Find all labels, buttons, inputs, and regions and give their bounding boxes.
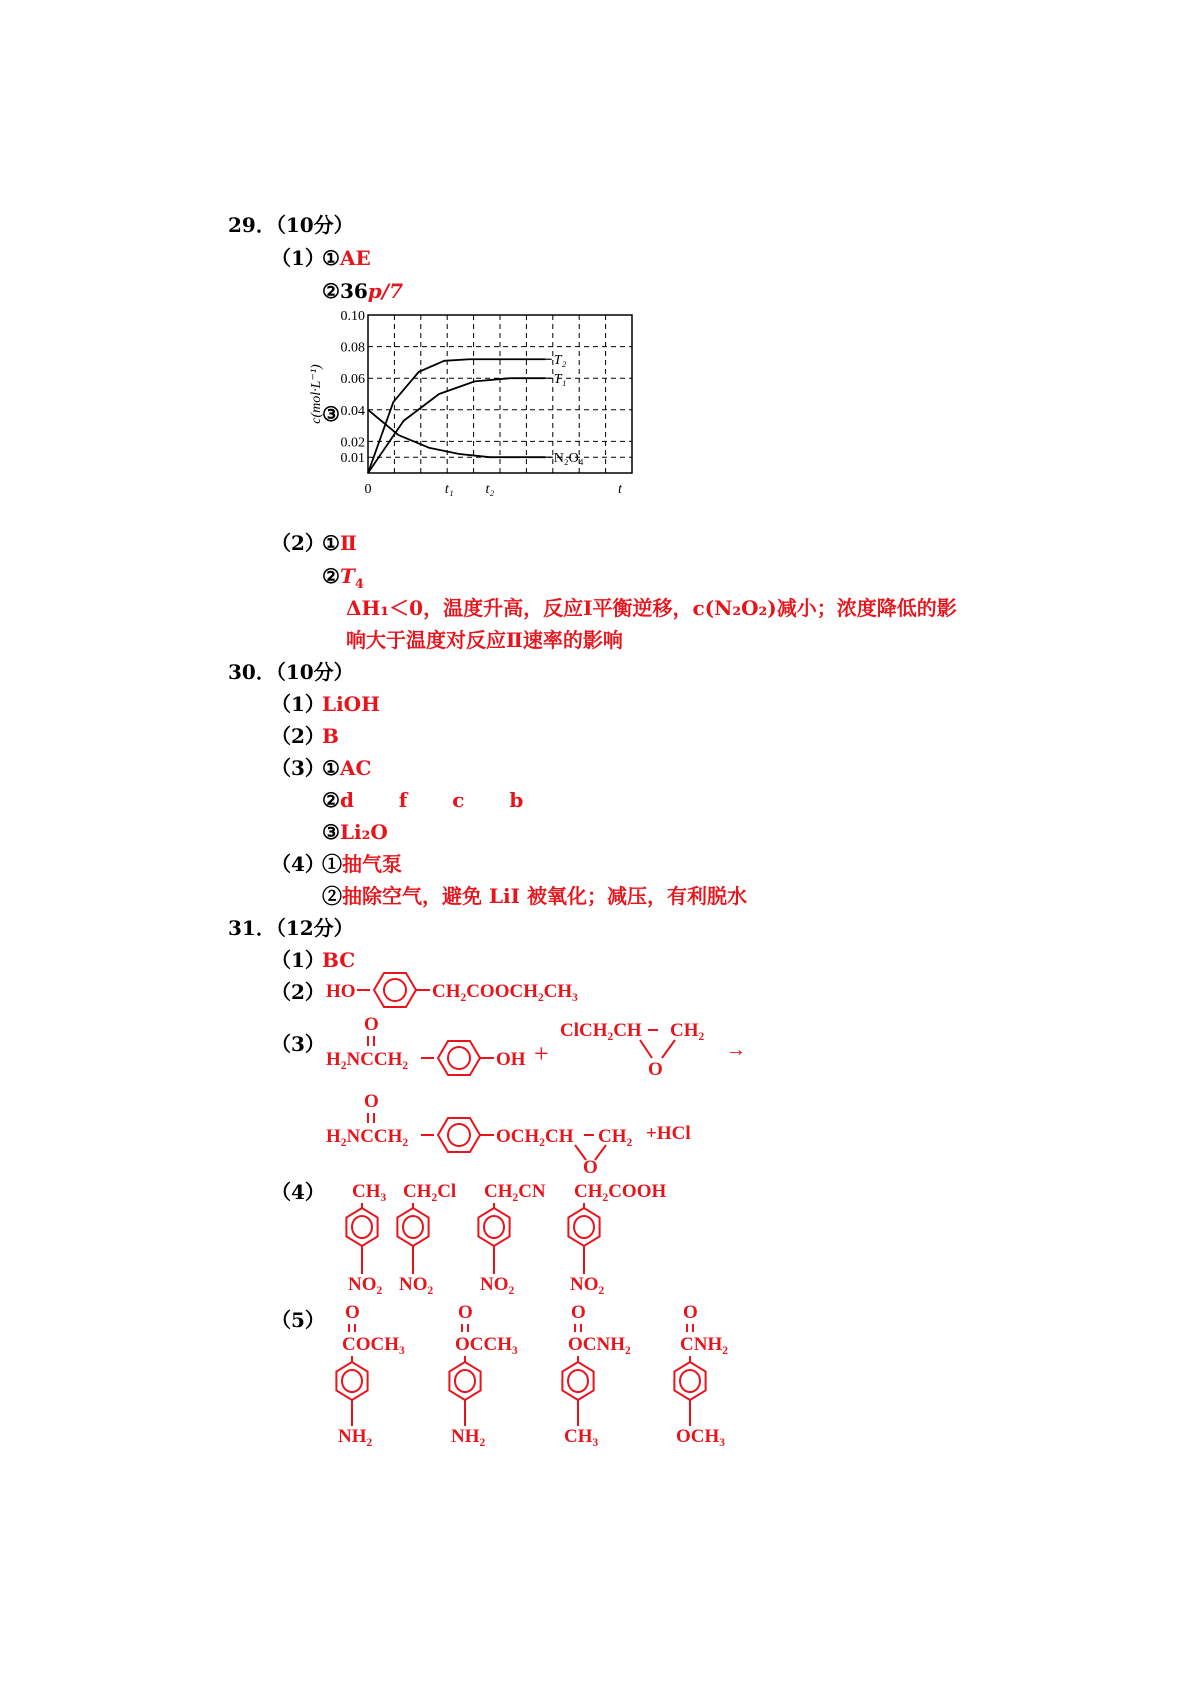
q29-part1-c-mark: ③: [322, 402, 340, 426]
top-substituent: COCH₃: [342, 1334, 405, 1355]
bottom-substituent: NO₂: [570, 1274, 605, 1295]
q29-part1-label: （1）: [271, 246, 325, 270]
q31-part5-structures: [336, 1302, 728, 1447]
q30-part3-a: ①AC: [322, 756, 372, 780]
carbonyl-o: O: [571, 1302, 586, 1323]
top-substituent: OCCH₃: [455, 1334, 518, 1355]
svg-text:O: O: [364, 1014, 379, 1035]
y-tick-label: 0.08: [340, 340, 365, 356]
q31-part3-product: [326, 1091, 691, 1178]
top-substituent: CNH₂: [680, 1334, 728, 1355]
x-tick-label: t: [618, 482, 622, 497]
y-tick-label: 0.10: [340, 309, 365, 324]
bottom-substituent: NO₂: [480, 1274, 515, 1295]
q29-part1-a: ①AE: [322, 246, 371, 270]
q29-header: 29．（10分）: [228, 213, 354, 237]
q30-header: 30．（10分）: [228, 660, 354, 684]
benzene-structure: [478, 1181, 546, 1295]
q30-part4-b: ②抽除空气，避免 LiI 被氧化；减压，有利脱水: [322, 884, 747, 908]
benzene-aromatic-circle: [680, 1370, 700, 1392]
svg-text:CH₂COOCH₂CH₃: CH₂COOCH₂CH₃: [432, 981, 578, 1002]
q31-part4-structures: [346, 1181, 666, 1295]
benzene-aromatic-circle: [352, 1216, 372, 1238]
bottom-substituent: NO₂: [399, 1274, 434, 1295]
bottom-substituent: NH₂: [338, 1426, 373, 1447]
benzene-aromatic-circle: [484, 1216, 504, 1238]
series-label: T₁: [553, 372, 567, 388]
y-tick-label: 0.01: [340, 451, 365, 467]
q31-part2-label: （2）: [271, 980, 325, 1004]
bottom-substituent: OCH₃: [676, 1426, 725, 1447]
svg-text:ClCH₂CH: ClCH₂CH: [560, 1020, 642, 1041]
q31-part2-structure: [326, 973, 578, 1007]
q31-part3-reactant-amide: [326, 1014, 526, 1075]
svg-text:+HCl: +HCl: [646, 1123, 691, 1144]
svg-text:O: O: [364, 1091, 379, 1112]
y-tick-label: 0.02: [340, 435, 365, 451]
bottom-substituent: NH₂: [451, 1426, 486, 1447]
bottom-substituent: CH₃: [564, 1426, 599, 1447]
q30-part1-answer: LiOH: [322, 692, 380, 716]
q29-part2-explanation-2: 响大于温度对反应Ⅱ速率的影响: [346, 628, 623, 652]
svg-text:CH₂: CH₂: [670, 1020, 705, 1041]
q31-part3-arrow: →: [726, 1039, 746, 1061]
top-substituent: CH₂Cl: [403, 1181, 457, 1202]
benzene-structure: [562, 1302, 631, 1447]
q30-part2-answer: B: [322, 724, 339, 748]
x-tick-label: t₂: [485, 482, 495, 497]
q30-part4-label: （4）: [271, 852, 325, 876]
benzene-structure: [336, 1302, 405, 1447]
series-label: N₂O₄: [553, 451, 584, 467]
svg-text:H₂NCCH₂: H₂NCCH₂: [326, 1126, 409, 1147]
x-tick-label: 0: [364, 482, 372, 497]
q29-part2-label: （2）: [271, 531, 325, 555]
q31-header: 31．（12分）: [228, 916, 354, 940]
carbonyl-o: O: [458, 1302, 473, 1323]
svg-text:OCH₂CH: OCH₂CH: [496, 1126, 574, 1147]
carbonyl-o: O: [345, 1302, 360, 1323]
benzene-structure: [674, 1302, 728, 1447]
top-substituent: CH₂CN: [484, 1181, 546, 1202]
q30-part3-c: ③Li₂O: [322, 820, 388, 844]
carbonyl-o: O: [683, 1302, 698, 1323]
q31-part1-answer: BC: [322, 948, 356, 972]
svg-text:HO: HO: [326, 981, 356, 1002]
top-substituent: CH₃: [352, 1181, 387, 1202]
q30-part3-label: （3）: [271, 756, 325, 780]
q29-part1-b: ②36p/7: [322, 279, 403, 303]
q29-part2-b-answer: T: [339, 564, 355, 588]
benzene-structure: [346, 1181, 386, 1295]
benzene-aromatic-circle: [455, 1370, 475, 1392]
top-substituent: OCNH₂: [568, 1334, 631, 1355]
svg-text:O: O: [648, 1059, 663, 1080]
benzene-aromatic-circle: [574, 1216, 594, 1238]
q30-part4-a: ①抽气泵: [322, 852, 402, 876]
top-substituent: CH₂COOH: [574, 1181, 667, 1202]
benzene-structure: [568, 1181, 666, 1295]
x-tick-label: t₁: [444, 482, 454, 497]
svg-text:H₂NCCH₂: H₂NCCH₂: [326, 1049, 409, 1070]
svg-text:OH: OH: [496, 1049, 526, 1070]
svg-text:CH₂: CH₂: [598, 1126, 633, 1147]
q29-part2-b: $②T_4$: [322, 564, 364, 592]
q29-part1-b-answer: p/7: [367, 279, 403, 303]
bottom-substituent: NO₂: [348, 1274, 383, 1295]
q30-part1-label: （1）: [271, 692, 325, 716]
q31-part3-label: （3）: [271, 1032, 325, 1056]
benzene-aromatic-circle: [403, 1216, 423, 1238]
q29-part2-a-answer: Ⅱ: [339, 531, 357, 555]
q29-part2-explanation-1: ΔH₁＜0，温度升高，反应Ⅰ平衡逆移，c(N₂O₂)减小；浓度降低的影: [346, 596, 957, 620]
q29-part1-a-answer: AE: [339, 246, 371, 270]
benzene-aromatic-circle: [568, 1370, 588, 1392]
q31-part5-label: （5）: [271, 1308, 325, 1332]
y-tick-label: 0.06: [340, 372, 365, 388]
q31-part3-reactant-epichlorohydrin: [560, 1020, 705, 1080]
q29-part2-a: ①Ⅱ: [322, 531, 357, 555]
series-label: T₂: [553, 353, 567, 369]
q30-part3-b: ②d f c b: [322, 788, 524, 812]
benzene-aromatic-circle: [342, 1370, 362, 1392]
svg-text:O: O: [583, 1157, 598, 1178]
q30-part2-label: （2）: [271, 724, 325, 748]
benzene-structure: [397, 1181, 456, 1295]
q31-part3-plus: +: [534, 1039, 549, 1068]
q31-part4-label: （4）: [271, 1180, 325, 1204]
y-axis-label: c(mol·L⁻¹): [309, 364, 324, 424]
y-tick-label: 0.04: [340, 403, 365, 419]
benzene-structure: [449, 1302, 518, 1447]
q31-part1-label: （1）: [271, 948, 325, 972]
